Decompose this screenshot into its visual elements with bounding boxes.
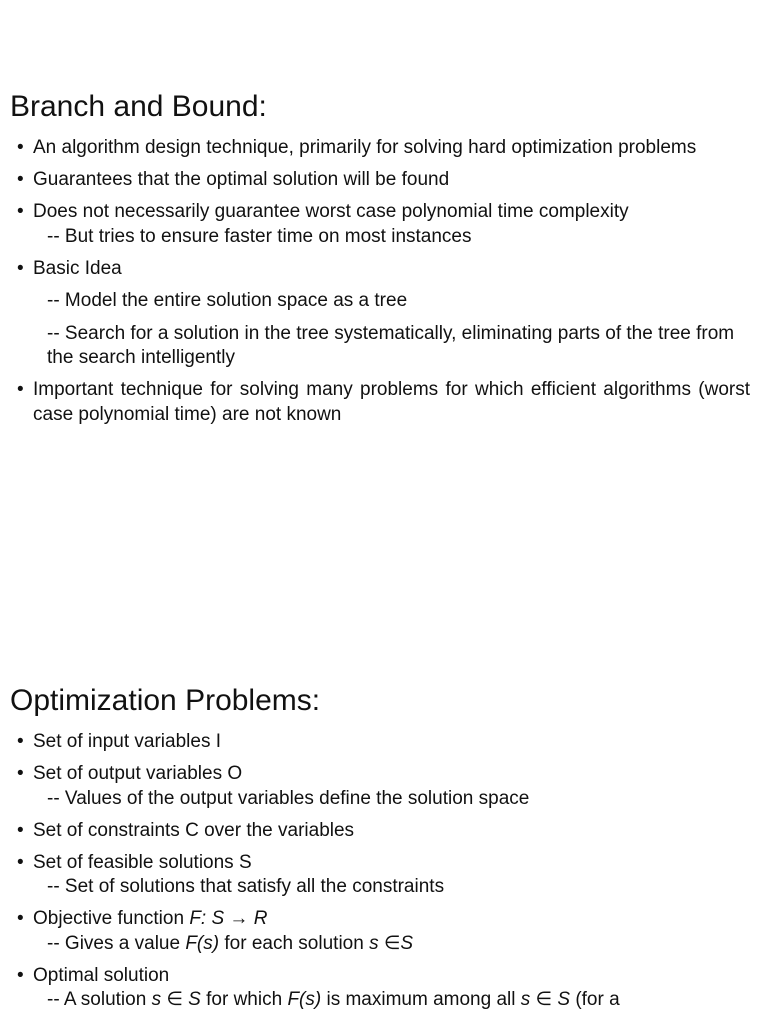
bullet-item: • Basic Idea	[0, 257, 768, 282]
bullet-item: • Set of feasible solutions S	[0, 851, 768, 876]
item-text: Objective function	[33, 908, 190, 929]
slide-title: Optimization Problems:	[10, 684, 321, 717]
sub-item: -- Set of solutions that satisfy all the constraints	[47, 876, 445, 897]
sub-item	[0, 988, 768, 1013]
bullet-list	[0, 730, 768, 1013]
item-text: (for a	[570, 989, 620, 1010]
sub-item: -- Search for a solution in the tree systematically, eliminating parts of the tree from the search intelligently	[47, 322, 735, 368]
bullet-list	[0, 136, 768, 427]
bullet-item: • Guarantees that the optimal solution will be found	[0, 168, 768, 193]
math-expression: s ∈S	[369, 932, 414, 954]
math-expression: s ∈ S	[520, 989, 571, 1010]
math-expression: F(s)	[287, 989, 322, 1010]
item-text: -- Gives a value	[47, 932, 186, 954]
bullet-item: • An algorithm design technique, primarily for solving hard optimization problems	[0, 136, 768, 161]
slide-title: Branch and Bound:	[10, 90, 267, 123]
sub-item: -- Model the entire solution space as a tree	[47, 290, 408, 311]
bullet-item	[0, 907, 768, 932]
bullet-item: • Does not necessarily guarantee worst case polynomial time complexity	[0, 200, 768, 225]
bullet-item: • Set of output variables O	[0, 762, 768, 787]
item-text: for which	[200, 989, 288, 1010]
math-expression: F: S → R	[189, 908, 268, 929]
sub-item: -- Values of the output variables define the solution space	[47, 787, 530, 809]
bullet-item: • Set of input variables I	[0, 730, 768, 755]
item-text: -- A solution	[47, 989, 152, 1010]
sub-item	[0, 932, 768, 957]
item-text: is maximum among all	[321, 989, 521, 1010]
math-expression: s ∈ S	[151, 989, 201, 1010]
sub-item: -- But tries to ensure faster time on most instances	[47, 225, 472, 247]
bullet-item: • Important technique for solving many problems for which efficient algorithms (worst case polynomial time) are not known	[0, 378, 768, 427]
item-text: for each solution	[219, 932, 370, 954]
bullet-item: • Optimal solution	[0, 964, 768, 989]
bullet-item: • Set of constraints C over the variables	[0, 819, 768, 844]
math-expression: F(s)	[185, 932, 220, 954]
